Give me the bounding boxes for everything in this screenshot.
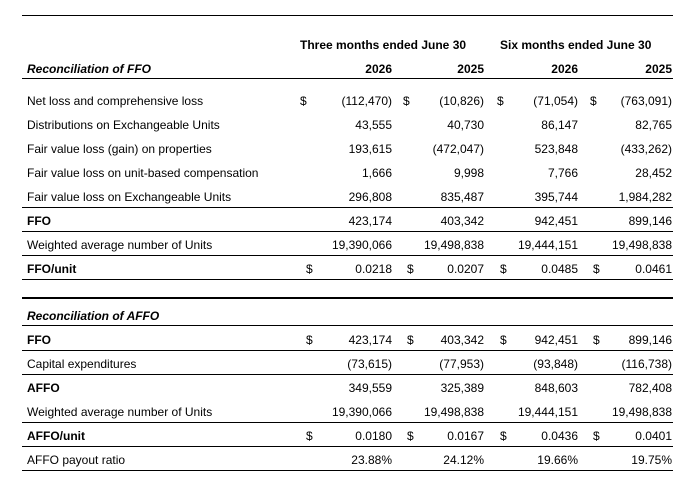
currency-symbol: $ — [500, 333, 507, 347]
currency-symbol: $ — [500, 429, 507, 443]
row-value-col-4: 0.0461 — [635, 262, 672, 276]
row-value-col-4: 19.75% — [631, 453, 672, 467]
row-value-col-1: 43,555 — [355, 118, 392, 132]
row-label: Distributions on Exchangeable Units — [27, 118, 220, 132]
row-value-col-1: 19,390,066 — [331, 405, 392, 419]
row-rule — [22, 446, 673, 447]
year-col-1: 2026 — [365, 62, 392, 76]
row-value-col-2: (77,953) — [439, 357, 484, 371]
row-value-col-1: 23.88% — [351, 453, 392, 467]
row-value-col-1: 423,174 — [348, 333, 392, 347]
row-label: Weighted average number of Units — [27, 405, 213, 419]
currency-symbol: $ — [306, 429, 313, 443]
six-months-header: Six months ended June 30 — [500, 38, 652, 52]
currency-symbol: $ — [407, 262, 414, 276]
row-value-col-4: 899,146 — [628, 214, 672, 228]
row-value-col-3: 7,766 — [547, 166, 578, 180]
row-value-col-4: 899,146 — [628, 333, 672, 347]
row-value-col-3: 19.66% — [537, 453, 578, 467]
row-value-col-4: 82,765 — [635, 118, 672, 132]
header-rule — [22, 78, 673, 79]
row-rule — [22, 207, 673, 208]
currency-symbol: $ — [300, 94, 307, 108]
row-value-col-1: (112,470) — [341, 94, 392, 108]
row-value-col-1: 19,390,066 — [331, 238, 392, 252]
row-value-col-2: 0.0167 — [447, 429, 484, 443]
three-months-header: Three months ended June 30 — [300, 38, 467, 52]
row-label: FFO — [27, 333, 51, 347]
row-value-col-1: 1,666 — [361, 166, 392, 180]
affo-section-title: Reconciliation of AFFO — [27, 309, 160, 323]
row-value-col-1: 423,174 — [348, 214, 392, 228]
row-value-col-3: 19,444,151 — [517, 238, 578, 252]
year-col-4: 2025 — [645, 62, 672, 76]
row-value-col-2: 325,389 — [440, 381, 484, 395]
row-value-col-4: 28,452 — [635, 166, 672, 180]
row-value-col-1: 296,808 — [348, 190, 392, 204]
row-value-col-2: (472,047) — [432, 142, 484, 156]
row-label: FFO — [27, 214, 51, 228]
row-value-col-3: 0.0485 — [541, 262, 578, 276]
row-value-col-4: 782,408 — [628, 381, 672, 395]
currency-symbol: $ — [500, 262, 507, 276]
row-label: AFFO payout ratio — [27, 453, 126, 467]
row-rule — [22, 350, 673, 351]
row-value-col-2: 19,498,838 — [423, 405, 484, 419]
row-value-col-3: 942,451 — [534, 333, 578, 347]
row-value-col-4: 0.0401 — [635, 429, 672, 443]
row-value-col-1: 349,559 — [348, 381, 392, 395]
row-value-col-2: 24.12% — [443, 453, 484, 467]
row-rule — [22, 231, 673, 232]
row-label: Fair value loss on unit-based compensation — [27, 166, 259, 180]
row-value-col-3: 395,744 — [534, 190, 578, 204]
row-value-col-3: 0.0436 — [541, 429, 578, 443]
row-label: Weighted average number of Units — [27, 238, 213, 252]
row-rule — [22, 374, 673, 375]
row-value-col-3: 848,603 — [534, 381, 578, 395]
row-value-col-3: (93,848) — [533, 357, 578, 371]
row-value-col-4: (763,091) — [620, 94, 672, 108]
row-value-col-4: 19,498,838 — [611, 238, 672, 252]
row-value-col-1: (73,615) — [347, 357, 392, 371]
row-value-col-3: 523,848 — [534, 142, 578, 156]
currency-symbol: $ — [403, 94, 410, 108]
row-label: Fair value loss on Exchangeable Units — [27, 190, 232, 204]
currency-symbol: $ — [407, 429, 414, 443]
row-value-col-3: 942,451 — [534, 214, 578, 228]
row-value-col-2: 19,498,838 — [423, 238, 484, 252]
year-col-3: 2026 — [551, 62, 578, 76]
top-rule — [22, 15, 673, 16]
currency-symbol: $ — [593, 429, 600, 443]
row-label: Capital expenditures — [27, 357, 137, 371]
affo-header-rule — [22, 325, 673, 326]
row-value-col-1: 193,615 — [348, 142, 392, 156]
row-rule — [22, 255, 673, 256]
section-separator-rule — [22, 297, 673, 299]
currency-symbol: $ — [593, 262, 600, 276]
row-value-col-1: 0.0180 — [355, 429, 392, 443]
row-value-col-2: (10,826) — [439, 94, 484, 108]
currency-symbol: $ — [497, 94, 504, 108]
row-value-col-4: 19,498,838 — [611, 405, 672, 419]
currency-symbol: $ — [590, 94, 597, 108]
row-label: AFFO — [27, 381, 60, 395]
currency-symbol: $ — [593, 333, 600, 347]
row-label: Net loss and comprehensive loss — [27, 94, 204, 108]
row-label: AFFO/unit — [27, 429, 85, 443]
row-value-col-2: 0.0207 — [447, 262, 484, 276]
currency-symbol: $ — [306, 262, 313, 276]
row-value-col-3: 86,147 — [541, 118, 578, 132]
row-value-col-4: (116,738) — [621, 357, 672, 371]
row-rule — [22, 279, 673, 280]
ffo-section-title: Reconciliation of FFO — [27, 62, 152, 76]
year-col-2: 2025 — [457, 62, 484, 76]
row-value-col-2: 40,730 — [447, 118, 484, 132]
currency-symbol: $ — [407, 333, 414, 347]
row-value-col-4: (433,262) — [620, 142, 672, 156]
row-value-col-2: 9,998 — [453, 166, 484, 180]
row-value-col-2: 403,342 — [440, 214, 484, 228]
row-label: FFO/unit — [27, 262, 77, 276]
row-value-col-2: 835,487 — [440, 190, 484, 204]
row-value-col-4: 1,984,282 — [618, 190, 672, 204]
row-rule — [22, 422, 673, 423]
row-label: Fair value loss (gain) on properties — [27, 142, 212, 156]
row-value-col-1: 0.0218 — [355, 262, 392, 276]
row-value-col-2: 403,342 — [440, 333, 484, 347]
row-value-col-3: 19,444,151 — [517, 405, 578, 419]
currency-symbol: $ — [306, 333, 313, 347]
row-rule — [22, 470, 673, 471]
row-value-col-3: (71,054) — [533, 94, 578, 108]
